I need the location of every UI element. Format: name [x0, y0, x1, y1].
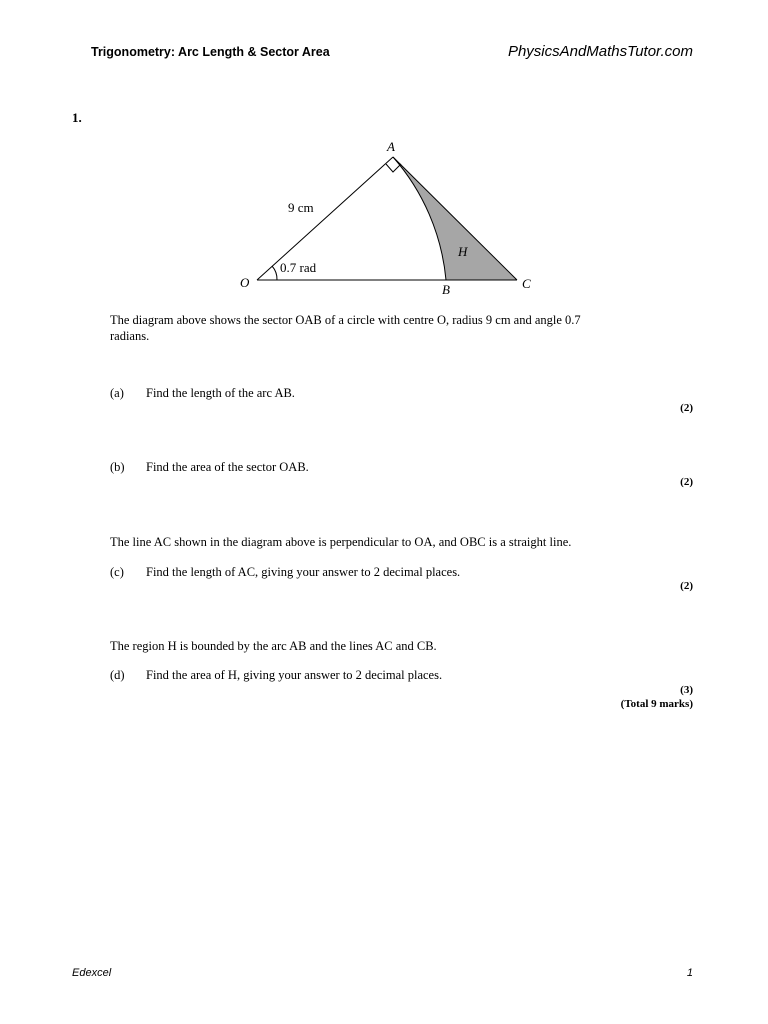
- intro-paragraph: [110, 312, 581, 344]
- part-c-text: Find the length of AC, giving your answer to 2 decimal places.: [146, 565, 461, 579]
- document-title: Trigonometry: Arc Length & Sector Area: [91, 45, 330, 59]
- radius-label: 9 cm: [288, 200, 314, 215]
- label-o: O: [240, 275, 250, 290]
- part-b-text: Find the area of the sector OAB.: [146, 460, 309, 474]
- question-number: 1.: [72, 110, 82, 125]
- page-number: 1: [686, 967, 693, 979]
- total-marks: (Total 9 marks): [620, 698, 693, 710]
- part-a-text: Find the length of the arc AB.: [146, 386, 295, 400]
- angle-arc: [272, 266, 277, 280]
- part-a-label: (a): [110, 386, 124, 400]
- statement-d: The region H is bounded by the arc AB and the lines AC and CB.: [110, 639, 437, 653]
- part-d-label: (d): [110, 668, 125, 682]
- label-b: B: [442, 282, 450, 297]
- line-oa: [257, 157, 393, 280]
- angle-label: 0.7 rad: [280, 260, 317, 275]
- site-name: PhysicsAndMathsTutor.com: [507, 43, 693, 60]
- part-c-marks: (2): [680, 580, 693, 592]
- part-b-label: (b): [110, 460, 125, 474]
- part-d-text: Find the area of H, giving your answer to 2 decimal places.: [146, 668, 443, 682]
- statement-c: The line AC shown in the diagram above is perpendicular to OA, and OBC is a straight line.: [110, 535, 572, 549]
- part-d-marks: (3): [680, 684, 693, 696]
- exam-board: Edexcel: [72, 967, 112, 979]
- part-b-marks: (2): [680, 476, 693, 488]
- part-c-label: (c): [110, 565, 124, 579]
- label-c: C: [522, 276, 531, 291]
- right-angle-marker: [386, 164, 401, 172]
- part-a-marks: (2): [680, 402, 693, 414]
- sector-diagram: [230, 135, 550, 300]
- label-a: A: [387, 139, 395, 154]
- intro-line-1: The diagram above shows the sector OAB of a circle with centre O, radius 9 cm and angle 0.7: [110, 313, 581, 327]
- intro-line-2: radians.: [110, 329, 150, 343]
- label-h: H: [458, 244, 468, 259]
